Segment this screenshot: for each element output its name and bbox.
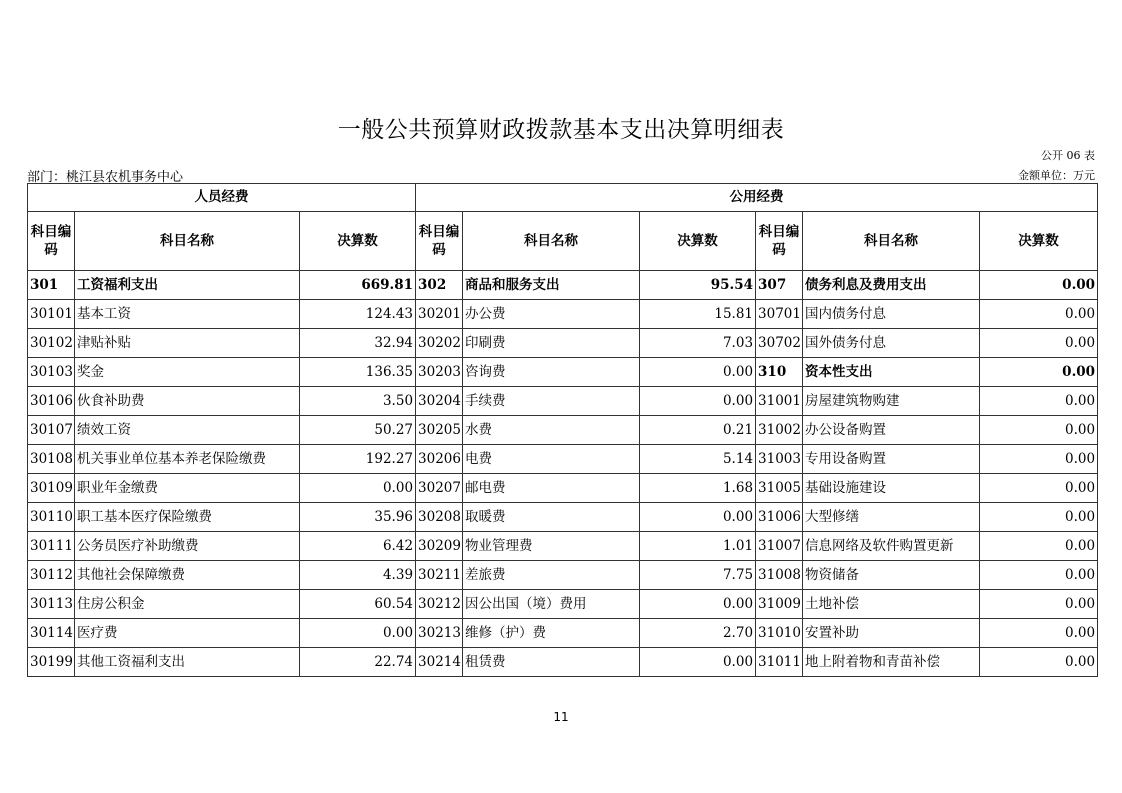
amount-cell: 5.14 <box>640 445 756 474</box>
amount-cell: 32.94 <box>300 329 416 358</box>
amount-cell: 0.00 <box>980 590 1098 619</box>
name-cell: 水费 <box>463 416 640 445</box>
amount-cell: 0.00 <box>980 474 1098 503</box>
amount-cell: 0.21 <box>640 416 756 445</box>
table-row <box>28 387 1098 416</box>
column-header: 决算数 <box>640 212 756 271</box>
amount-cell: 6.42 <box>300 532 416 561</box>
column-header: 科目编码 <box>756 212 803 271</box>
name-cell: 咨询费 <box>463 358 640 387</box>
code-cell: 30111 <box>28 532 75 561</box>
amount-cell: 124.43 <box>300 300 416 329</box>
code-cell: 30103 <box>28 358 75 387</box>
department-label: 部门：桃江县农机事务中心 <box>27 170 184 185</box>
amount-cell: 0.00 <box>300 474 416 503</box>
amount-cell: 95.54 <box>640 271 756 300</box>
table-row <box>28 445 1098 474</box>
code-cell: 30204 <box>416 387 463 416</box>
amount-cell: 0.00 <box>980 358 1098 387</box>
column-header: 决算数 <box>300 212 416 271</box>
name-cell: 国外债务付息 <box>803 329 980 358</box>
table-row <box>28 532 1098 561</box>
code-cell: 30214 <box>416 648 463 677</box>
column-header: 决算数 <box>980 212 1098 271</box>
code-cell: 30209 <box>416 532 463 561</box>
name-cell: 资本性支出 <box>803 358 980 387</box>
page-title: 一般公共预算财政拨款基本支出决算明细表 <box>337 117 785 143</box>
name-cell: 邮电费 <box>463 474 640 503</box>
amount-cell: 0.00 <box>980 619 1098 648</box>
amount-cell: 0.00 <box>640 358 756 387</box>
name-cell: 商品和服务支出 <box>463 271 640 300</box>
code-cell: 30205 <box>416 416 463 445</box>
amount-cell: 0.00 <box>980 300 1098 329</box>
amount-cell: 7.03 <box>640 329 756 358</box>
name-cell: 机关事业单位基本养老保险缴费 <box>75 445 300 474</box>
name-cell: 物业管理费 <box>463 532 640 561</box>
code-cell: 307 <box>756 271 803 300</box>
code-cell: 30109 <box>28 474 75 503</box>
amount-cell: 0.00 <box>980 532 1098 561</box>
code-cell: 30213 <box>416 619 463 648</box>
code-cell: 30211 <box>416 561 463 590</box>
table-row <box>28 358 1098 387</box>
name-cell: 专用设备购置 <box>803 445 980 474</box>
table-row <box>28 619 1098 648</box>
name-cell: 土地补偿 <box>803 590 980 619</box>
name-cell: 办公费 <box>463 300 640 329</box>
column-header: 科目名称 <box>75 212 300 271</box>
amount-cell: 0.00 <box>980 445 1098 474</box>
name-cell: 因公出国（境）费用 <box>463 590 640 619</box>
name-cell: 房屋建筑物购建 <box>803 387 980 416</box>
table-code: 公开 06 表 <box>1041 149 1095 162</box>
group-header-public: 公用经费 <box>416 184 1098 212</box>
column-header: 科目编码 <box>28 212 75 271</box>
code-cell: 30206 <box>416 445 463 474</box>
amount-cell: 669.81 <box>300 271 416 300</box>
name-cell: 职工基本医疗保险缴费 <box>75 503 300 532</box>
column-header: 科目名称 <box>803 212 980 271</box>
code-cell: 302 <box>416 271 463 300</box>
code-cell: 30106 <box>28 387 75 416</box>
amount-cell: 0.00 <box>300 619 416 648</box>
amount-cell: 0.00 <box>980 329 1098 358</box>
code-cell: 30203 <box>416 358 463 387</box>
code-cell: 30102 <box>28 329 75 358</box>
name-cell: 物资储备 <box>803 561 980 590</box>
code-cell: 30101 <box>28 300 75 329</box>
column-header-row <box>28 212 1098 271</box>
page-number: 11 <box>553 710 569 724</box>
expenditure-table <box>27 183 1098 677</box>
table-row <box>28 503 1098 532</box>
code-cell: 30702 <box>756 329 803 358</box>
name-cell: 维修（护）费 <box>463 619 640 648</box>
code-cell: 31010 <box>756 619 803 648</box>
amount-cell: 0.00 <box>980 416 1098 445</box>
name-cell: 大型修缮 <box>803 503 980 532</box>
code-cell: 30113 <box>28 590 75 619</box>
name-cell: 印刷费 <box>463 329 640 358</box>
amount-cell: 7.75 <box>640 561 756 590</box>
table-row <box>28 300 1098 329</box>
name-cell: 国内债务付息 <box>803 300 980 329</box>
table-row <box>28 561 1098 590</box>
column-header: 科目编码 <box>416 212 463 271</box>
code-cell: 30701 <box>756 300 803 329</box>
table-row <box>28 474 1098 503</box>
name-cell: 差旅费 <box>463 561 640 590</box>
code-cell: 30108 <box>28 445 75 474</box>
code-cell: 30201 <box>416 300 463 329</box>
name-cell: 办公设备购置 <box>803 416 980 445</box>
amount-cell: 1.01 <box>640 532 756 561</box>
code-cell: 30107 <box>28 416 75 445</box>
amount-cell: 2.70 <box>640 619 756 648</box>
name-cell: 其他社会保障缴费 <box>75 561 300 590</box>
amount-cell: 50.27 <box>300 416 416 445</box>
amount-cell: 0.00 <box>980 561 1098 590</box>
group-header-personnel: 人员经费 <box>28 184 416 212</box>
name-cell: 手续费 <box>463 387 640 416</box>
code-cell: 30202 <box>416 329 463 358</box>
code-cell: 31003 <box>756 445 803 474</box>
amount-cell: 3.50 <box>300 387 416 416</box>
amount-cell: 0.00 <box>980 648 1098 677</box>
amount-cell: 0.00 <box>640 648 756 677</box>
code-cell: 31005 <box>756 474 803 503</box>
amount-unit-label: 金额单位：万元 <box>1018 169 1095 182</box>
amount-cell: 0.00 <box>980 271 1098 300</box>
name-cell: 奖金 <box>75 358 300 387</box>
name-cell: 信息网络及软件购置更新 <box>803 532 980 561</box>
name-cell: 公务员医疗补助缴费 <box>75 532 300 561</box>
amount-cell: 0.00 <box>640 590 756 619</box>
code-cell: 30110 <box>28 503 75 532</box>
code-cell: 31008 <box>756 561 803 590</box>
code-cell: 31011 <box>756 648 803 677</box>
amount-cell: 0.00 <box>640 387 756 416</box>
name-cell: 医疗费 <box>75 619 300 648</box>
amount-cell: 192.27 <box>300 445 416 474</box>
code-cell: 31006 <box>756 503 803 532</box>
table-row <box>28 648 1098 677</box>
amount-cell: 22.74 <box>300 648 416 677</box>
code-cell: 31002 <box>756 416 803 445</box>
amount-cell: 0.00 <box>980 503 1098 532</box>
amount-cell: 0.00 <box>640 503 756 532</box>
name-cell: 津贴补贴 <box>75 329 300 358</box>
table-row <box>28 416 1098 445</box>
code-cell: 30207 <box>416 474 463 503</box>
amount-cell: 136.35 <box>300 358 416 387</box>
name-cell: 取暖费 <box>463 503 640 532</box>
name-cell: 安置补助 <box>803 619 980 648</box>
name-cell: 工资福利支出 <box>75 271 300 300</box>
name-cell: 基本工资 <box>75 300 300 329</box>
name-cell: 债务利息及费用支出 <box>803 271 980 300</box>
column-header: 科目名称 <box>463 212 640 271</box>
name-cell: 地上附着物和青苗补偿 <box>803 648 980 677</box>
amount-cell: 0.00 <box>980 387 1098 416</box>
code-cell: 30208 <box>416 503 463 532</box>
table-row <box>28 329 1098 358</box>
name-cell: 基础设施建设 <box>803 474 980 503</box>
code-cell: 301 <box>28 271 75 300</box>
amount-cell: 4.39 <box>300 561 416 590</box>
name-cell: 电费 <box>463 445 640 474</box>
code-cell: 31009 <box>756 590 803 619</box>
name-cell: 住房公积金 <box>75 590 300 619</box>
amount-cell: 1.68 <box>640 474 756 503</box>
code-cell: 30112 <box>28 561 75 590</box>
code-cell: 310 <box>756 358 803 387</box>
amount-cell: 60.54 <box>300 590 416 619</box>
amount-cell: 35.96 <box>300 503 416 532</box>
code-cell: 30114 <box>28 619 75 648</box>
code-cell: 31007 <box>756 532 803 561</box>
name-cell: 绩效工资 <box>75 416 300 445</box>
group-header-row <box>28 184 1098 212</box>
amount-cell: 15.81 <box>640 300 756 329</box>
code-cell: 31001 <box>756 387 803 416</box>
table-row <box>28 271 1098 300</box>
table-row <box>28 590 1098 619</box>
name-cell: 伙食补助费 <box>75 387 300 416</box>
name-cell: 其他工资福利支出 <box>75 648 300 677</box>
name-cell: 租赁费 <box>463 648 640 677</box>
code-cell: 30199 <box>28 648 75 677</box>
code-cell: 30212 <box>416 590 463 619</box>
name-cell: 职业年金缴费 <box>75 474 300 503</box>
